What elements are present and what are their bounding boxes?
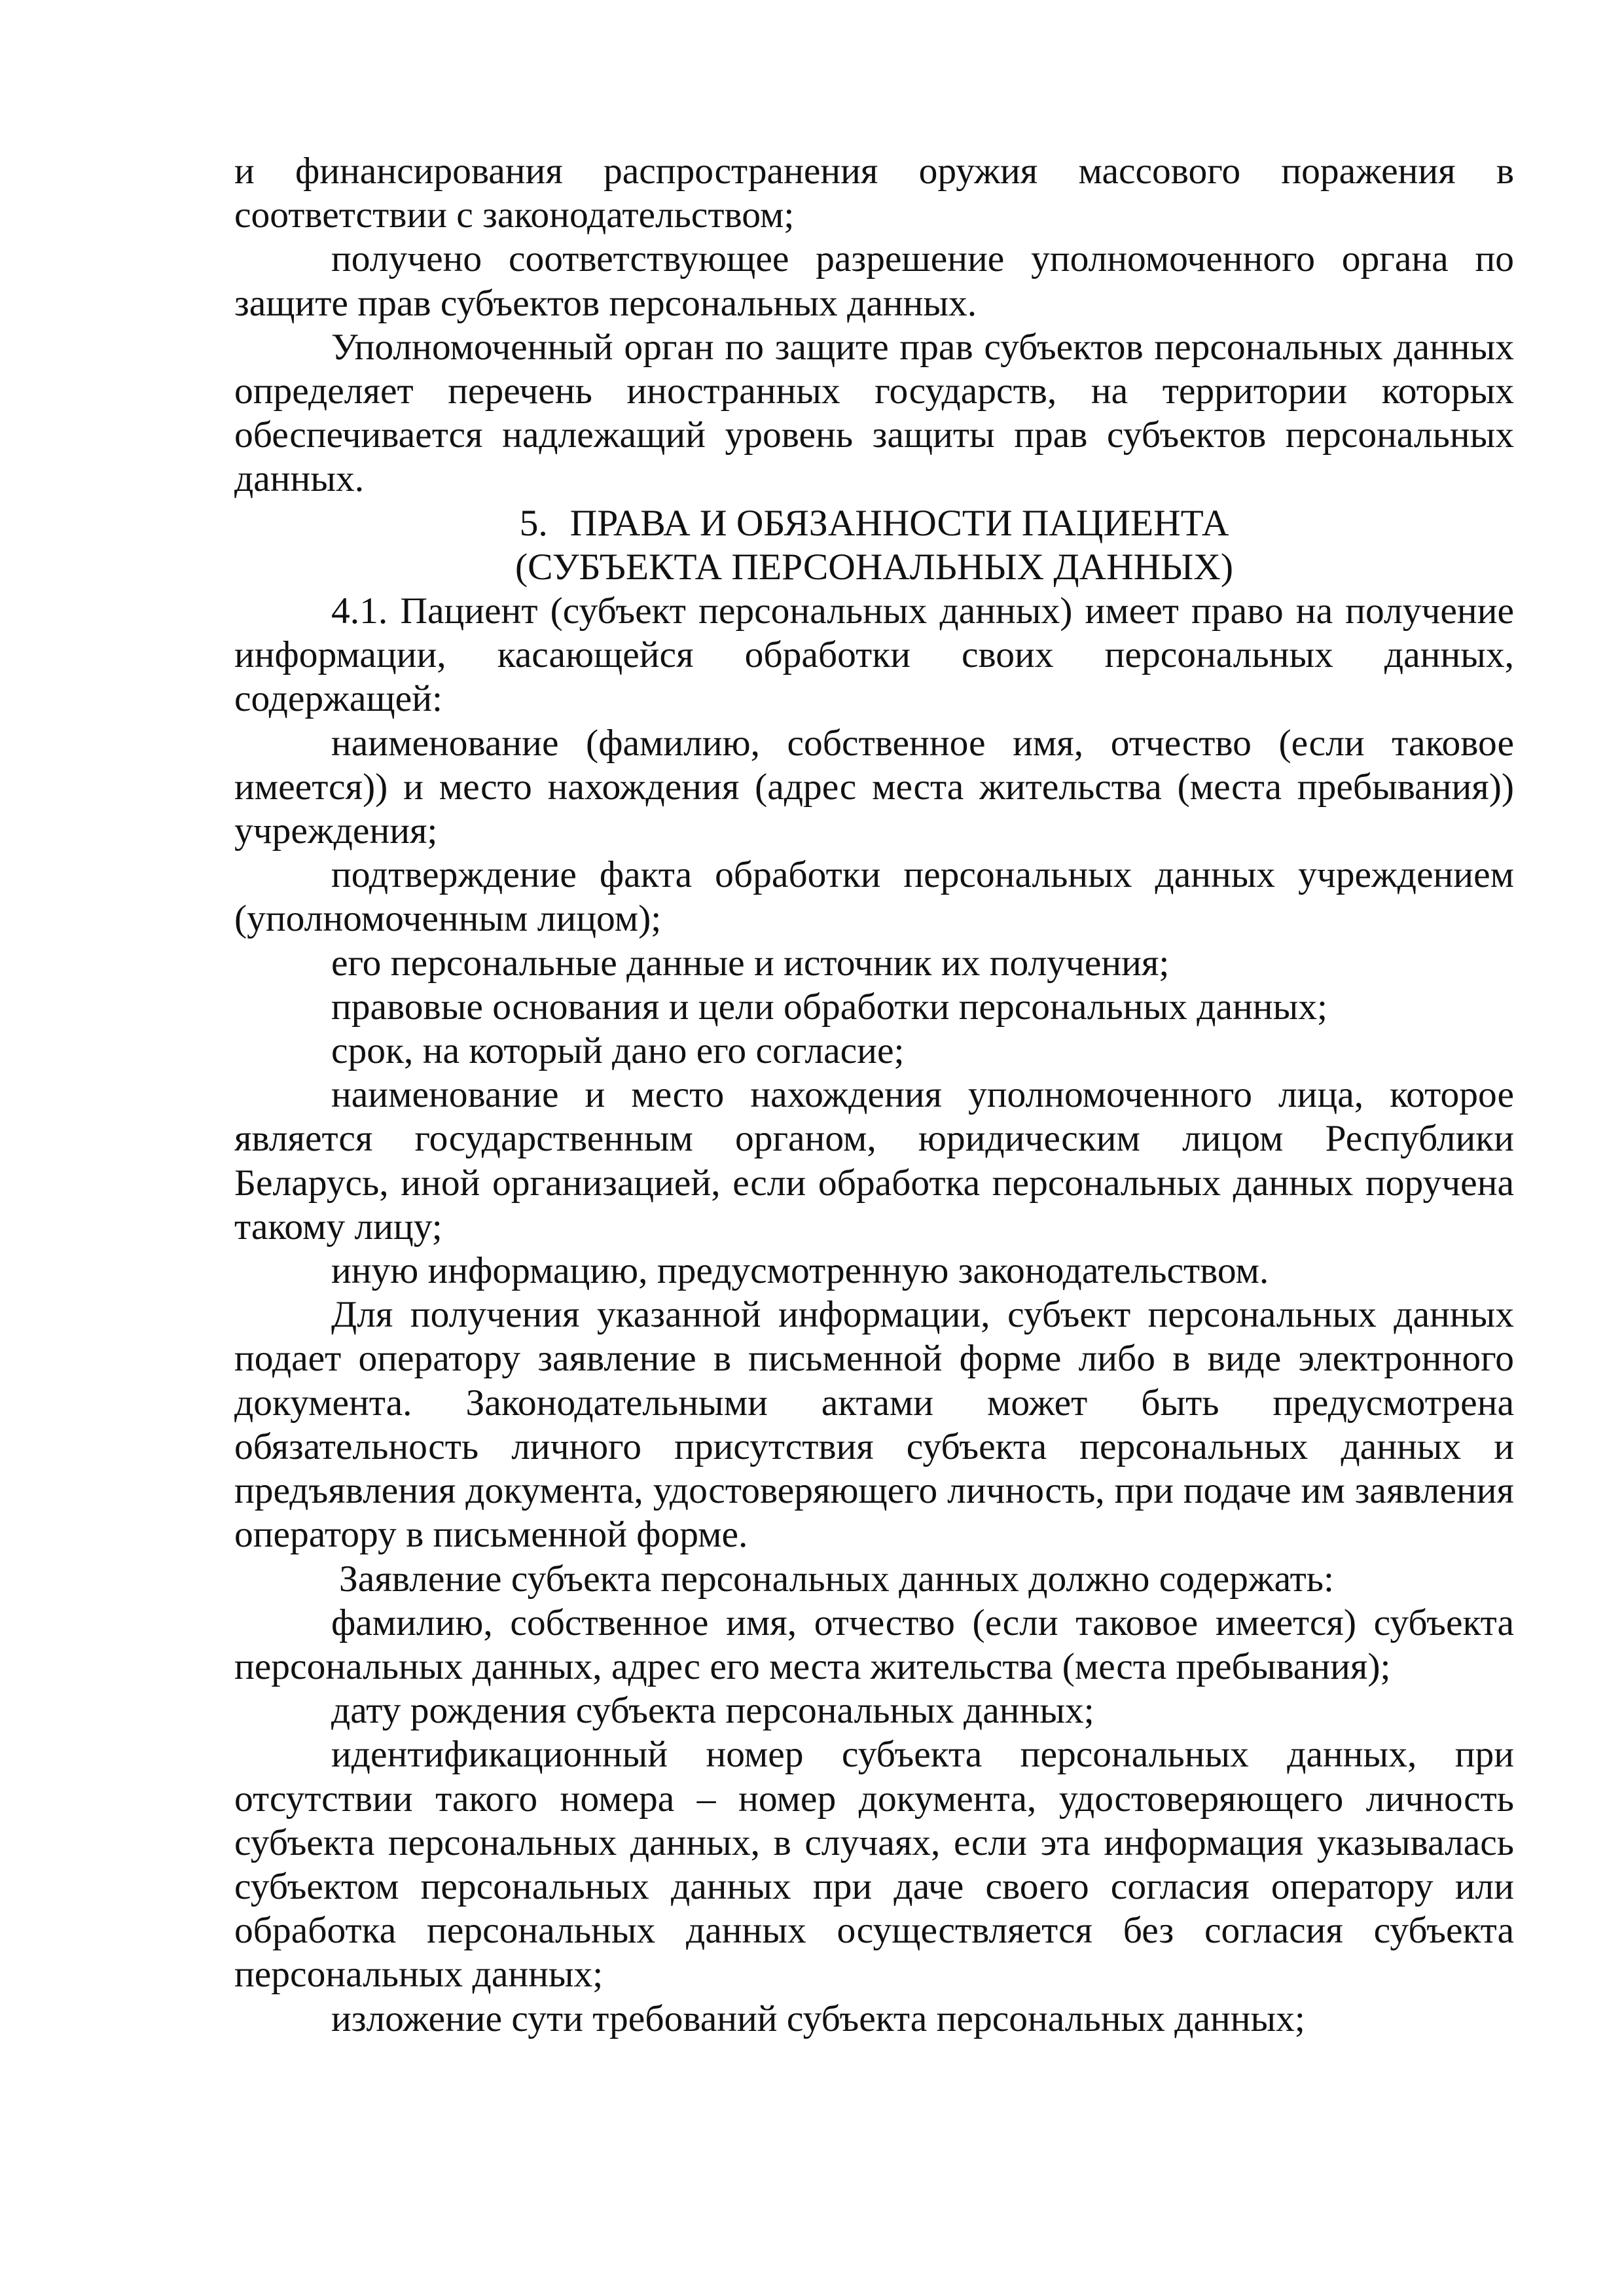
paragraph: и финансирования распространения оружия массового поражения в соответствии с законодательством; [234, 151, 1514, 236]
paragraph: Для получения указанной информации, субъект персональных данных подает оператору заявление в письменной форме либо в виде электронного документа. Законодательными актами может быть предусмотрена обязательность личного присутствия субъекта персональных данных и предъявления документа, удостоверяющего личность, при подаче им заявления оператору в письменной форме. [234, 1294, 1514, 1556]
paragraph: 4.1. Пациент (субъект персональных данных) имеет право на получение информации, касающейся обработки своих персональных данных, содержащей: [234, 590, 1514, 720]
section-number: 5. [519, 502, 548, 544]
list-item: идентификационный номер субъекта персональных данных, при отсутствии такого номера – номер документа, удостоверяющего личность субъекта персональных данных, в случаях, если эта информация указывалась субъектом персональных данных при даче своего согласия оператору или обработка персональных данных осуществляется без согласия субъекта персональных данных; [234, 1734, 1514, 1996]
list-item: наименование и место нахождения уполномоченного лица, которое является государственным органом, юридическим лицом Республики Беларусь, иной организацией, если обработка персональных данных поручена такому лицу; [234, 1074, 1514, 1247]
section-title: ПРАВА И ОБЯЗАННОСТИ ПАЦИЕНТА [569, 502, 1229, 544]
paragraph: Заявление субъекта персональных данных должно содержать: [339, 1558, 1334, 1600]
list-item: наименование (фамилию, собственное имя, отчество (если таковое имеется)) и место нахождения (адрес места жительства (места пребывания)) учреждения; [234, 722, 1514, 852]
list-item: подтверждение факта обработки персональных данных учреждением (уполномоченным лицом); [234, 854, 1514, 940]
list-item: правовые основания и цели обработки персональных данных; [331, 986, 1327, 1028]
paragraph: получено соответствующее разрешение уполномоченного органа по защите прав субъектов персональных данных. [234, 238, 1514, 324]
paragraph: Уполномоченный орган по защите прав субъектов персональных данных определяет перечень иностранных государств, на территории которых обеспечивается надлежащий уровень защиты прав субъектов персональных данных. [234, 326, 1514, 500]
list-item: его персональные данные и источник их получения; [331, 942, 1170, 984]
section-heading [234, 501, 1514, 589]
list-item: изложение сути требований субъекта персональных данных; [331, 1998, 1305, 2039]
section-heading-line2: (СУБЪЕКТА ПЕРСОНАЛЬНЫХ ДАННЫХ) [515, 546, 1233, 588]
list-item: иную информацию, предусмотренную законодательством. [331, 1250, 1269, 1292]
list-item: фамилию, собственное имя, отчество (если таковое имеется) субъекта персональных данных, адрес его места жительства (места пребывания); [234, 1602, 1514, 1687]
section-heading-line1 [234, 501, 1514, 545]
list-item: срок, на который дано его согласие; [331, 1030, 905, 1072]
document-page [234, 149, 1514, 2041]
list-item: дату рождения субъекта персональных данных; [331, 1690, 1094, 1732]
